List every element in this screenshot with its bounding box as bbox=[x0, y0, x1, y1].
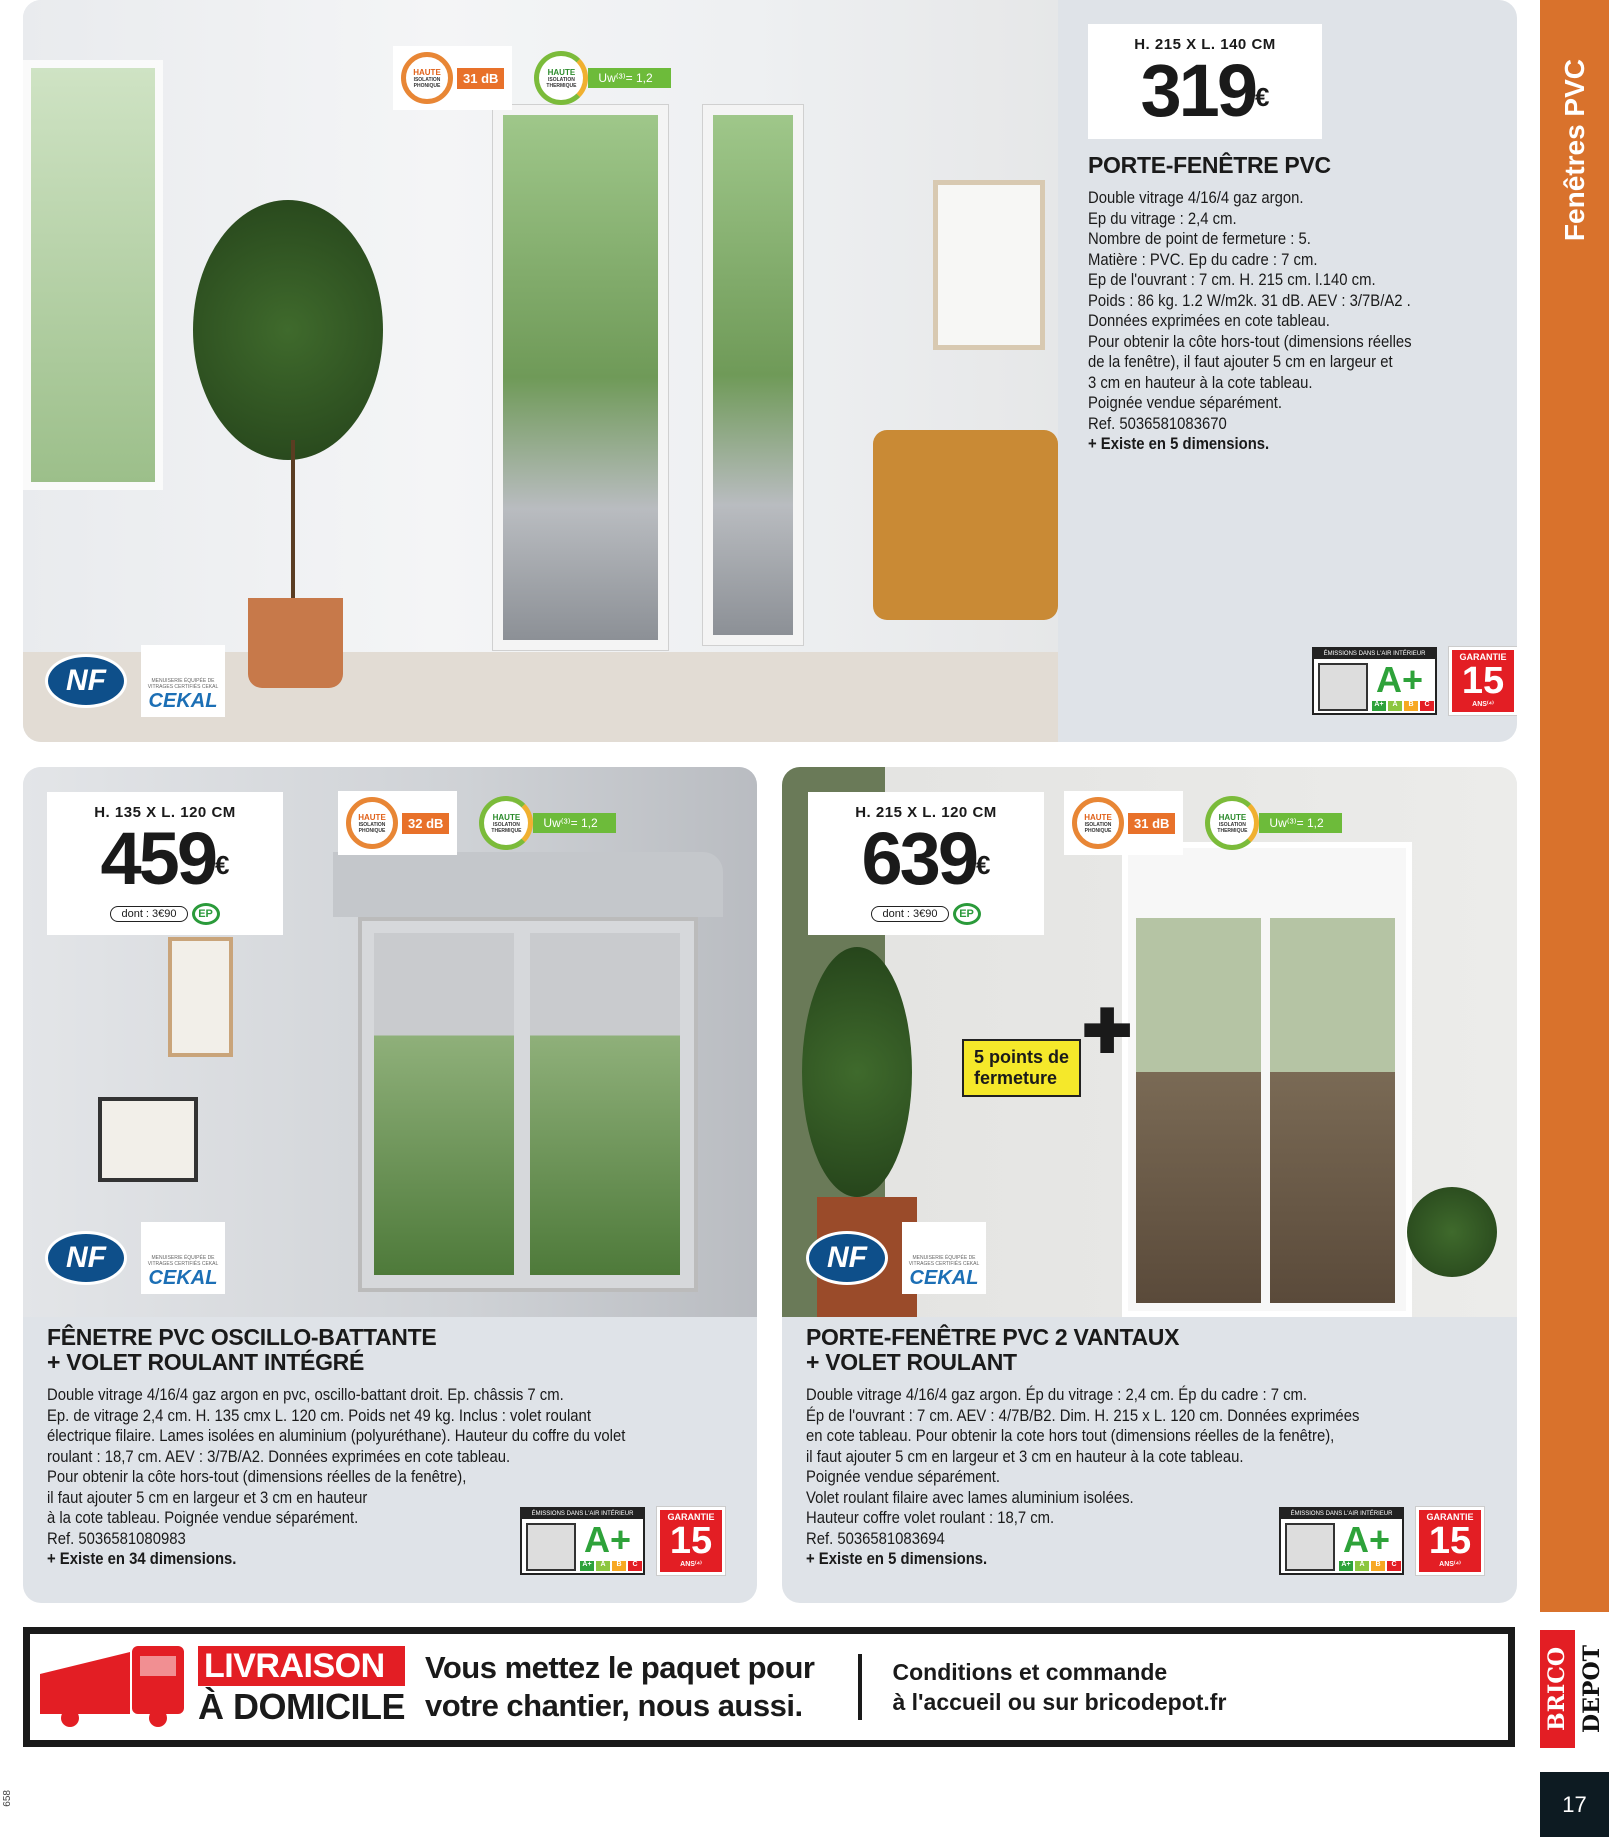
price-box bbox=[808, 792, 1044, 935]
desc-line: Poids : 86 kg. 1.2 W/m2k. 31 dB. AEV : 3/7B/A2 . bbox=[1088, 291, 1411, 310]
plant-trunk bbox=[291, 440, 295, 600]
haute-label: HAUTE bbox=[1084, 812, 1112, 822]
cekal-small-text: MENUISERIE ÉQUIPÉE DE VITRAGES CERTIFIÉS CEKAL bbox=[147, 678, 219, 690]
scale-item: A+ bbox=[1372, 701, 1386, 711]
air-header: ÉMISSIONS DANS L'AIR INTÉRIEUR bbox=[1314, 649, 1435, 659]
eco-contribution bbox=[63, 903, 267, 925]
brico-depot-logo bbox=[1540, 1630, 1609, 1748]
haute-label: HAUTE bbox=[358, 812, 386, 822]
desc-line: 3 cm en hauteur à la cote tableau. bbox=[1088, 373, 1313, 392]
cekal-text: CEKAL bbox=[909, 1267, 979, 1289]
price bbox=[1104, 49, 1306, 132]
desc-line: à la cote tableau. Poignée vendue séparément. bbox=[47, 1509, 359, 1527]
isolation-phonique-label: ISOLATION PHONIQUE bbox=[1084, 821, 1112, 834]
product-title: FÊNETRE PVC OSCILLO-BATTANTE bbox=[47, 1324, 437, 1350]
desc-line: Double vitrage 4/16/4 gaz argon. Ép du vitrage : 2,4 cm. Ép du cadre : 7 cm. bbox=[806, 1386, 1308, 1404]
acoustic-value: 32 dB bbox=[402, 813, 449, 834]
price bbox=[824, 817, 1028, 900]
rating-badges bbox=[1279, 1507, 1484, 1575]
scale-item: C bbox=[1420, 701, 1434, 711]
plant bbox=[802, 947, 912, 1197]
haute-label: HAUTE bbox=[547, 67, 576, 77]
air-header: ÉMISSIONS DANS L'AIR INTÉRIEUR bbox=[1281, 1509, 1402, 1519]
currency: € bbox=[1255, 82, 1270, 112]
performance-badges bbox=[393, 46, 671, 110]
certification-logos bbox=[806, 1222, 986, 1294]
desc-line: Ep du vitrage : 2,4 cm. bbox=[1088, 209, 1237, 228]
brand-line1: BRICO bbox=[1544, 1647, 1571, 1731]
haute-label: HAUTE bbox=[492, 812, 521, 822]
isolation-thermique-label: ISOLATION THERMIQUE bbox=[491, 821, 522, 834]
slogan-line: Vous mettez le paquet pour bbox=[425, 1650, 815, 1685]
warranty-badge bbox=[1416, 1507, 1484, 1575]
slogan bbox=[425, 1649, 814, 1725]
scale-item: B bbox=[1371, 1561, 1385, 1571]
desc-line: Nombre de point de fermeture : 5. bbox=[1088, 230, 1311, 248]
air-scale bbox=[1372, 701, 1434, 711]
garantie-label: GARANTIE bbox=[667, 1512, 715, 1522]
window-frame bbox=[358, 917, 698, 1292]
scale-item: B bbox=[612, 1561, 626, 1571]
thermal-badge bbox=[534, 51, 670, 105]
cekal-small-text: MENUISERIE ÉQUIPÉE DE VITRAGES CERTIFIÉS CEKAL bbox=[908, 1255, 980, 1267]
livraison-label: LIVRAISON bbox=[198, 1646, 405, 1686]
warranty-badge bbox=[1449, 647, 1517, 715]
dimensions: H. 135 X L. 120 CM bbox=[94, 804, 236, 821]
cekal-text: CEKAL bbox=[148, 690, 218, 712]
door-left-leaf bbox=[493, 105, 668, 650]
scale-item: C bbox=[1387, 1561, 1401, 1571]
scale-item: A+ bbox=[1339, 1561, 1353, 1571]
desc-line: Ref. 5036581080983 bbox=[47, 1529, 186, 1548]
scale-item: A bbox=[1388, 701, 1402, 711]
wall-frame bbox=[933, 180, 1045, 350]
acoustic-value: 31 dB bbox=[457, 68, 504, 89]
delivery-title bbox=[198, 1646, 405, 1728]
product-photo bbox=[23, 0, 1058, 742]
thermal-badge bbox=[479, 796, 615, 850]
product-card-fenetre-oscillo bbox=[23, 767, 757, 1603]
house-icon bbox=[1318, 663, 1368, 711]
cekal-logo bbox=[902, 1222, 986, 1294]
acoustic-badge bbox=[1064, 791, 1183, 855]
product-description bbox=[1088, 188, 1447, 455]
product-title: PORTE-FENÊTRE PVC bbox=[1088, 152, 1331, 178]
desc-line: Hauteur coffre volet roulant : 18,7 cm. bbox=[806, 1509, 1055, 1527]
ear-icon bbox=[401, 52, 453, 104]
ep-recycle-icon: EP bbox=[192, 903, 220, 925]
availability: + Existe en 34 dimensions. bbox=[47, 1550, 237, 1568]
cekal-small-text: MENUISERIE ÉQUIPÉE DE VITRAGES CERTIFIÉS CEKAL bbox=[147, 1255, 219, 1267]
desc-line: Double vitrage 4/16/4 gaz argon en pvc, oscillo-battant droit. Ep. châssis 7 cm. bbox=[47, 1386, 564, 1404]
section-title bbox=[1540, 30, 1609, 270]
scale-item: C bbox=[628, 1561, 642, 1571]
thermometer-icon bbox=[479, 796, 533, 850]
garantie-years: 15 bbox=[1428, 1520, 1472, 1562]
cekal-text: CEKAL bbox=[148, 1267, 218, 1289]
product-photo bbox=[23, 767, 757, 1317]
plant bbox=[193, 200, 383, 460]
desc-line: il faut ajouter 5 cm en largeur et 3 cm en hauteur à la cote tableau. bbox=[806, 1447, 1244, 1466]
thermal-value: Uw⁽³⁾= 1,2 bbox=[533, 813, 615, 833]
garantie-label: GARANTIE bbox=[1459, 652, 1507, 662]
ep-recycle-icon: EP bbox=[953, 903, 981, 925]
desc-line: Ep de l'ouvrant : 7 cm. H. 215 cm. l.140 cm. bbox=[1088, 271, 1376, 289]
performance-badges bbox=[1064, 791, 1342, 855]
product-info bbox=[1058, 0, 1517, 742]
product-card-porte-fenetre-2-vantaux bbox=[782, 767, 1517, 1603]
scale-item: A+ bbox=[580, 1561, 594, 1571]
nf-logo: NF bbox=[806, 1231, 888, 1285]
desc-line: Ép de l'ouvrant : 7 cm. AEV : 4/7B/B2. Dim. H. 215 x L. 120 cm. Données exprimées bbox=[806, 1406, 1360, 1425]
price-value: 319 bbox=[1140, 49, 1255, 132]
air-class: A+ bbox=[584, 1519, 632, 1560]
feature-callout bbox=[962, 1039, 1081, 1097]
desc-line: Pour obtenir la côte hors-tout (dimensions réelles de la fenêtre), bbox=[47, 1468, 467, 1486]
desc-line: Poignée vendue séparément. bbox=[806, 1468, 1001, 1486]
window-pane-right bbox=[530, 933, 680, 1275]
sofa bbox=[873, 430, 1058, 620]
desc-line: Volet roulant filaire avec lames aluminium isolées. bbox=[806, 1488, 1134, 1507]
air-quality-label bbox=[1279, 1507, 1404, 1575]
price-box bbox=[47, 792, 283, 935]
truck-svg bbox=[40, 1644, 190, 1730]
dimensions: H. 215 X L. 120 CM bbox=[855, 804, 997, 821]
scale-item: A bbox=[596, 1561, 610, 1571]
scale-item: B bbox=[1404, 701, 1418, 711]
conditions bbox=[892, 1657, 1226, 1717]
door-right-leaf bbox=[703, 105, 803, 645]
ans-label: ANS⁽⁴⁾ bbox=[680, 1561, 702, 1568]
callout-line: 5 points de bbox=[974, 1047, 1070, 1067]
wall-frame bbox=[98, 1097, 198, 1182]
cekal-logo bbox=[141, 1222, 225, 1294]
price-box bbox=[1088, 24, 1322, 139]
availability: + Existe en 5 dimensions. bbox=[806, 1550, 988, 1568]
acoustic-value: 31 dB bbox=[1128, 813, 1175, 834]
nf-logo: NF bbox=[45, 654, 127, 708]
divider bbox=[858, 1654, 862, 1720]
shutter-box bbox=[333, 852, 723, 917]
currency: € bbox=[976, 850, 991, 880]
section-title-text: Fenêtres PVC bbox=[1558, 58, 1590, 242]
truck-icon bbox=[40, 1644, 190, 1730]
nf-logo: NF bbox=[45, 1231, 127, 1285]
domicile-label: À DOMICILE bbox=[198, 1686, 405, 1727]
door-frame bbox=[1122, 842, 1412, 1317]
dimensions: H. 215 X L. 140 CM bbox=[1134, 36, 1276, 53]
warranty-badge bbox=[657, 1507, 725, 1575]
rating-badges bbox=[520, 1507, 725, 1575]
door-pane-right bbox=[1270, 918, 1395, 1303]
brand-line2: DEPOT bbox=[1578, 1645, 1605, 1733]
pot bbox=[248, 598, 343, 688]
isolation-thermique-label: ISOLATION THERMIQUE bbox=[546, 76, 577, 89]
ans-label: ANS⁽⁴⁾ bbox=[1439, 1561, 1461, 1568]
thermometer-icon bbox=[1205, 796, 1259, 850]
slogan-line: votre chantier, nous aussi. bbox=[425, 1688, 803, 1723]
window-pane-left bbox=[374, 933, 514, 1275]
product-title-line2: + VOLET ROULANT bbox=[806, 1349, 1017, 1375]
desc-line: Double vitrage 4/16/4 gaz argon. bbox=[1088, 189, 1304, 207]
desc-line: en cote tableau. Pour obtenir la cote hors tout (dimensions réelles de la fenêtre), bbox=[806, 1427, 1335, 1445]
haute-label: HAUTE bbox=[1218, 812, 1247, 822]
thermal-value: Uw⁽³⁾= 1,2 bbox=[1259, 813, 1341, 833]
air-class: A+ bbox=[1376, 659, 1424, 700]
eco-contribution-value: dont : 3€90 bbox=[110, 906, 187, 922]
product-title: PORTE-FENÊTRE PVC 2 VANTAUX bbox=[806, 1324, 1180, 1350]
desc-line: Ref. 5036581083694 bbox=[806, 1529, 945, 1548]
page-number: 17 bbox=[1540, 1772, 1609, 1837]
delivery-banner bbox=[23, 1627, 1515, 1747]
acoustic-badge bbox=[338, 791, 457, 855]
eco-contribution bbox=[824, 903, 1028, 925]
ans-label: ANS⁽⁴⁾ bbox=[1472, 701, 1494, 708]
currency: € bbox=[215, 850, 230, 880]
thermal-badge bbox=[1205, 796, 1341, 850]
isolation-thermique-label: ISOLATION THERMIQUE bbox=[1217, 821, 1248, 834]
price-value: 639 bbox=[861, 817, 976, 900]
desc-line: Pour obtenir la côte hors-tout (dimensions réelles bbox=[1088, 332, 1412, 351]
air-scale bbox=[580, 1561, 642, 1571]
callout-line: fermeture bbox=[974, 1068, 1058, 1088]
desc-line: Matière : PVC. Ep du cadre : 7 cm. bbox=[1088, 250, 1318, 269]
desc-line: il faut ajouter 5 cm en largeur et 3 cm en hauteur bbox=[47, 1488, 368, 1507]
plant bbox=[1407, 1187, 1497, 1277]
air-header: ÉMISSIONS DANS L'AIR INTÉRIEUR bbox=[522, 1509, 643, 1519]
certification-logos bbox=[45, 645, 225, 717]
print-code: 658 bbox=[2, 1790, 13, 1807]
desc-line: électrique filaire. Lames isolées en aluminium (polyuréthane). Hauteur du coffre du volet bbox=[47, 1427, 626, 1445]
conditions-line: Conditions et commande bbox=[892, 1659, 1168, 1685]
desc-line: Données exprimées en cote tableau. bbox=[1088, 312, 1330, 330]
plus-icon: ✚ bbox=[1082, 998, 1133, 1065]
haute-label: HAUTE bbox=[413, 67, 441, 77]
desc-line: Ep. de vitrage 2,4 cm. H. 135 cmx L. 120 cm. Poids net 49 kg. Inclus : volet roulant bbox=[47, 1406, 591, 1425]
eco-contribution-value: dont : 3€90 bbox=[871, 906, 948, 922]
garantie-label: GARANTIE bbox=[1426, 1512, 1474, 1522]
air-class: A+ bbox=[1343, 1519, 1391, 1560]
availability: + Existe en 5 dimensions. bbox=[1088, 435, 1270, 453]
isolation-phonique-label: ISOLATION PHONIQUE bbox=[413, 76, 441, 89]
house-icon bbox=[526, 1523, 576, 1571]
ear-icon bbox=[1072, 797, 1124, 849]
product-card-porte-fenetre bbox=[23, 0, 1517, 742]
price-value: 459 bbox=[100, 817, 215, 900]
garantie-years: 15 bbox=[1461, 660, 1505, 702]
desc-line: de la fenêtre), il faut ajouter 5 cm en largeur et bbox=[1088, 353, 1393, 371]
scale-item: A bbox=[1355, 1561, 1369, 1571]
side-window bbox=[23, 60, 163, 490]
isolation-phonique-label: ISOLATION PHONIQUE bbox=[358, 821, 386, 834]
house-icon bbox=[1285, 1523, 1335, 1571]
acoustic-badge bbox=[393, 46, 512, 110]
product-title-line2: + VOLET ROULANT INTÉGRÉ bbox=[47, 1349, 365, 1375]
conditions-link[interactable]: à l'accueil ou sur bricodepot.fr bbox=[892, 1689, 1227, 1715]
air-quality-label bbox=[1312, 647, 1437, 715]
air-scale bbox=[1339, 1561, 1401, 1571]
garantie-years: 15 bbox=[669, 1520, 713, 1562]
door-pane-left bbox=[1136, 918, 1261, 1303]
desc-line: Ref. 5036581083670 bbox=[1088, 414, 1227, 433]
desc-line: Poignée vendue séparément. bbox=[1088, 394, 1283, 412]
performance-badges bbox=[338, 791, 616, 855]
product-photo bbox=[782, 767, 1517, 1317]
rating-badges bbox=[1312, 647, 1517, 715]
cekal-logo bbox=[141, 645, 225, 717]
thermal-value: Uw⁽³⁾= 1,2 bbox=[588, 68, 670, 88]
price bbox=[63, 817, 267, 900]
thermometer-icon bbox=[534, 51, 588, 105]
certification-logos bbox=[45, 1222, 225, 1294]
ear-icon bbox=[346, 797, 398, 849]
air-quality-label bbox=[520, 1507, 645, 1575]
wall-frame bbox=[168, 937, 233, 1057]
desc-line: roulant : 18,7 cm. AEV : 3/7B/A2. Données exprimées en cote tableau. bbox=[47, 1447, 511, 1466]
